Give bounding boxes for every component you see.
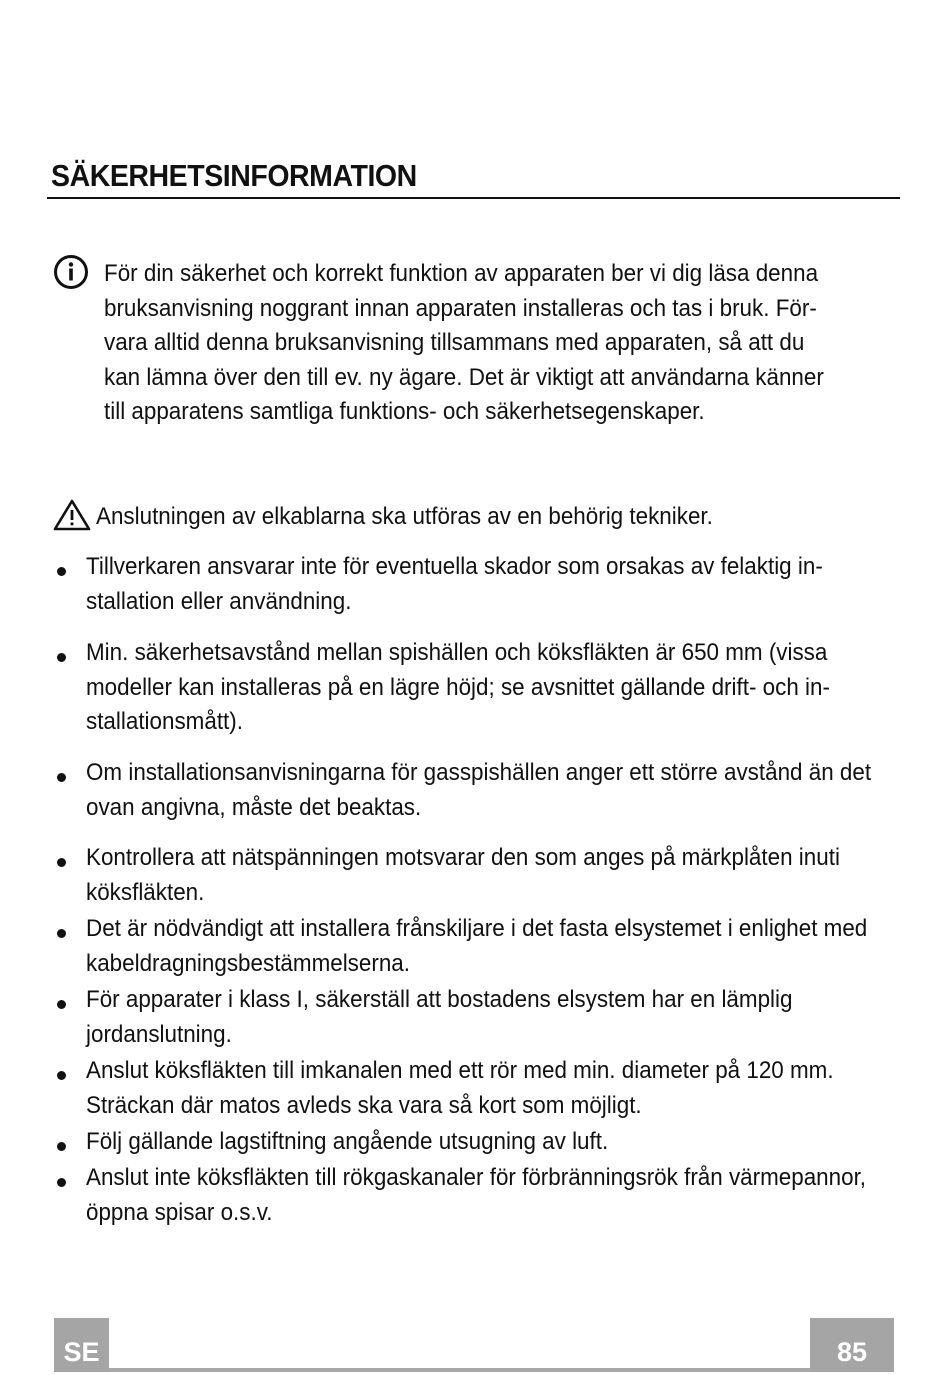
info-paragraph: För din säkerhet och korrekt funktion av apparaten ber vi dig läsa denna bruksanvisning noggrant innan apparaten installeras och tas i bruk. För-vara alltid denna bruksanvisning tillsammans med apparaten, så att du kan lämna över den till ev. ny ägare. Det är viktigt att användarna känner till apparatens samtliga funktions- och säkerhetsegenskaper. [104,260,824,425]
warning-text: Anslutningen av elkablarna ska utföras av en behörig tekniker. [96,503,713,530]
list-item-text: Kontrollera att nätspänningen motsvarar den som anges på märkplåten inuti köksfläkten. [86,844,840,906]
list-item-text: Tillverkaren ansvarar inte för eventuella skador som orsakas av felaktig in-stallation eller användning. [86,553,823,615]
language-code: SE [63,1337,100,1367]
list-item-text: Om installationsanvisningarna för gasspishällen anger ett större avstånd än det ovan angivna, måste det beaktas. [86,759,872,821]
bullet-dot [57,1000,66,1009]
list-item-text: Min. säkerhetsavstånd mellan spishällen och köksfläkten är 650 mm (vissa modeller kan installeras på en lägre höjd; se avsnittet gällande drift- och in-stallationsmått). [86,639,830,735]
list-item-text: För apparater i klass I, säkerställ att bostadens elsystem har en lämplig jordanslutning. [86,986,793,1048]
list-item-text: Följ gällande lagstiftning angående utsugning av luft. [86,1128,609,1155]
bullet-dot [57,1071,66,1080]
page-title: SÄKERHETSINFORMATION [51,158,417,193]
bullet-dot [57,1142,66,1151]
page-number: 85 [836,1337,868,1367]
bullet-dot [57,1178,66,1187]
bullet-dot [57,653,66,662]
bullet-dot [57,567,66,576]
list-item-text: Anslut inte köksfläkten till rökgaskanaler för förbränningsrök från värmepannor, öppna spisar o.s.v. [86,1164,867,1226]
bullet-dot [57,858,66,867]
list-item-text: Det är nödvändigt att installera frånskiljare i det fasta elsystemet i enlighet med kabeldragningsbestämmelserna. [86,915,868,977]
bullet-dot [57,773,66,782]
list-item-text: Anslut köksfläkten till imkanalen med ett rör med min. diameter på 120 mm. Sträckan där matos avleds ska vara så kort som möjligt. [86,1057,834,1119]
language-tab [54,1318,109,1372]
footer-bar [54,1368,894,1372]
page-number-tab [810,1318,894,1372]
bullet-dot [57,929,66,938]
